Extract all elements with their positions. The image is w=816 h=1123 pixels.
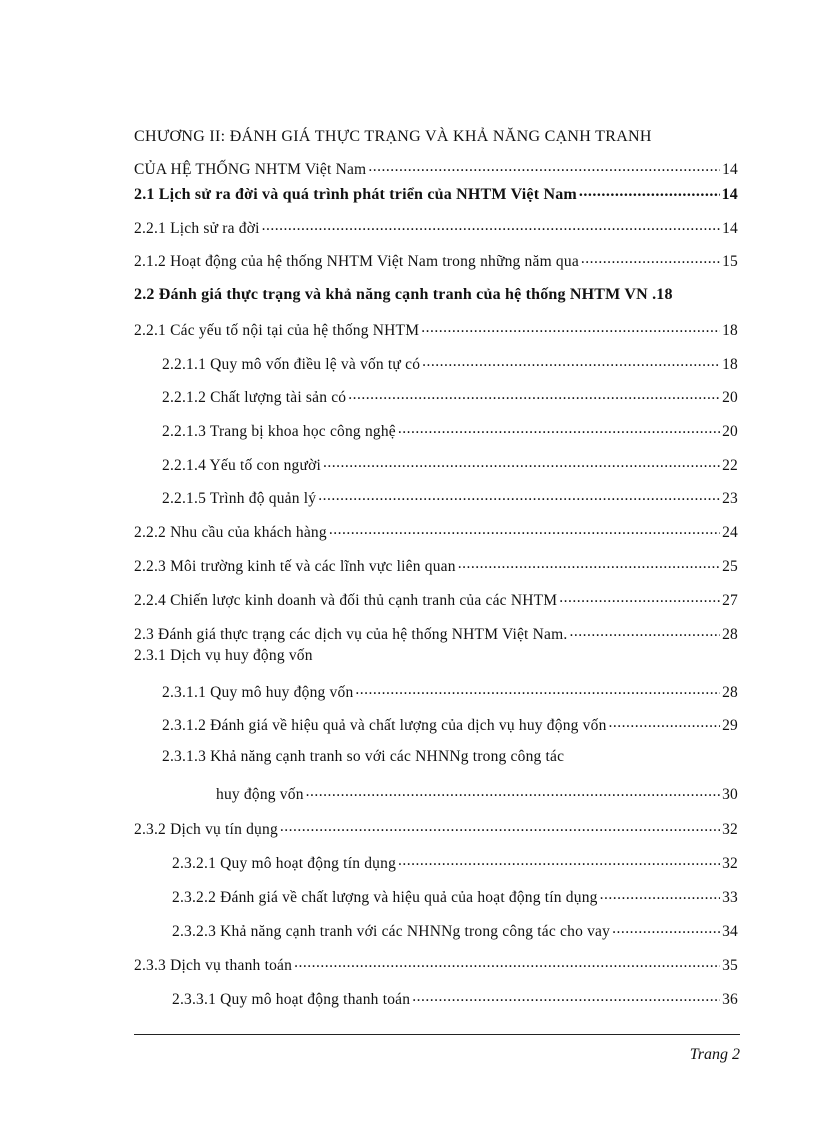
toc-entry-label: 2.3.1 Dịch vụ huy động vốn bbox=[134, 647, 313, 664]
toc-entry-label: 2.2.2 Nhu cầu của khách hàng bbox=[134, 523, 327, 541]
dot-leader bbox=[294, 954, 720, 970]
toc-entry bbox=[134, 521, 738, 542]
toc-page-number: 28 bbox=[722, 683, 738, 701]
toc-page-number: 14 bbox=[722, 160, 738, 178]
toc-page-number: 18 bbox=[722, 355, 738, 373]
toc-entry bbox=[134, 623, 738, 644]
toc-entry-label: 2.1.2 Hoạt động của hệ thống NHTM Việt Nam trong những năm qua bbox=[134, 252, 579, 270]
toc-entry bbox=[134, 589, 738, 610]
dot-leader bbox=[458, 555, 720, 571]
toc-page-number: 15 bbox=[722, 252, 738, 270]
toc-entry-label: 2.2.3 Môi trường kinh tế và các lĩnh vực liên quan bbox=[134, 557, 456, 575]
toc-page-number: 36 bbox=[722, 990, 738, 1008]
toc-entry-label: 2.2.1.1 Quy mô vốn điều lệ và vốn tự có bbox=[162, 355, 421, 373]
dot-leader bbox=[398, 852, 720, 868]
dot-leader bbox=[422, 353, 720, 369]
dot-leader bbox=[398, 420, 720, 436]
dot-leader bbox=[318, 487, 720, 503]
dot-leader bbox=[581, 250, 720, 266]
dot-leader bbox=[355, 681, 720, 697]
toc-entry bbox=[162, 681, 738, 702]
toc-entry bbox=[134, 818, 738, 839]
toc-entry-label: 2.2 Đánh giá thực trạng và khả năng cạnh tranh của hệ thống NHTM VN . bbox=[134, 286, 657, 303]
toc-entry-label: 2.2.1 Các yếu tố nội tại của hệ thống NHTM bbox=[134, 321, 420, 339]
toc-entry bbox=[134, 286, 738, 304]
toc-page-number: 20 bbox=[722, 422, 738, 440]
toc-entry-chapter bbox=[134, 158, 738, 179]
toc-entry bbox=[134, 217, 738, 238]
toc-entry bbox=[172, 886, 738, 907]
toc-page-number: 27 bbox=[722, 591, 738, 609]
toc-entry-label: 2.3.1.1 Quy mô huy động vốn bbox=[162, 683, 354, 701]
toc-entry-label: 2.3.3.1 Quy mô hoạt động thanh toán bbox=[172, 990, 411, 1008]
footer-divider bbox=[134, 1034, 740, 1035]
dot-leader bbox=[323, 454, 720, 470]
toc-entry bbox=[134, 319, 738, 340]
dot-leader bbox=[368, 158, 720, 174]
toc-entry bbox=[162, 420, 738, 441]
dot-leader bbox=[600, 886, 720, 902]
toc-entry-label: 2.2.1.3 Trang bị khoa học công nghệ bbox=[162, 422, 396, 440]
toc-entry bbox=[162, 454, 738, 475]
toc-page-number: 34 bbox=[722, 922, 738, 940]
toc-page-number: 32 bbox=[722, 854, 738, 872]
toc-entry-label: 2.3.2 Dịch vụ tín dụng bbox=[134, 820, 278, 838]
toc-page-number: 14 bbox=[722, 219, 738, 237]
toc-page-number: 20 bbox=[722, 388, 738, 406]
toc-page-number: 33 bbox=[722, 888, 738, 906]
toc-entry-label: 2.2.1.5 Trình độ quản lý bbox=[162, 489, 317, 507]
dot-leader bbox=[262, 217, 720, 233]
footer-page-label: Trang 2 bbox=[689, 1046, 740, 1063]
toc-entry-label: 2.2.4 Chiến lược kinh doanh và đối thủ cạnh tranh của các NHTM bbox=[134, 591, 558, 609]
toc-entry bbox=[134, 555, 738, 576]
dot-leader bbox=[329, 521, 720, 537]
toc-page-number: 14 bbox=[721, 186, 738, 203]
toc-page-number: 28 bbox=[722, 625, 738, 643]
toc-page-number: 22 bbox=[722, 456, 738, 474]
dot-leader bbox=[421, 319, 720, 335]
dot-leader bbox=[280, 818, 720, 834]
toc-entry bbox=[134, 250, 738, 271]
toc-entry bbox=[162, 386, 738, 407]
toc-page-number: 32 bbox=[722, 820, 738, 838]
toc-entry-label: 2.3 Đánh giá thực trạng các dịch vụ của hệ thống NHTM Việt Nam. bbox=[134, 625, 568, 643]
toc-entry-label: 2.3.2.2 Đánh giá về chất lượng và hiệu quả của hoạt động tín dụng bbox=[172, 888, 598, 906]
toc-entry bbox=[134, 954, 738, 975]
toc-entry bbox=[216, 783, 738, 804]
toc-entry-label: 2.2.1 Lịch sử ra đời bbox=[134, 219, 260, 237]
dot-leader bbox=[612, 920, 720, 936]
dot-leader bbox=[609, 714, 721, 730]
toc-entry-label: 2.3.3 Dịch vụ thanh toán bbox=[134, 956, 293, 974]
dot-leader bbox=[569, 623, 720, 639]
toc-entry-label: huy động vốn bbox=[216, 785, 304, 803]
toc-page-number: 25 bbox=[722, 557, 738, 575]
toc-entry bbox=[172, 920, 738, 941]
toc-entry bbox=[162, 714, 738, 735]
toc-entry bbox=[172, 988, 738, 1009]
toc-page-number: 18 bbox=[656, 286, 673, 303]
toc-entry-label: 2.3.2.3 Khả năng cạnh tranh với các NHNNg trong công tác cho vay bbox=[172, 922, 611, 940]
toc-entry bbox=[162, 353, 738, 374]
chapter-title-line1: CHƯƠNG II: ĐÁNH GIÁ THỰC TRẠNG VÀ KHẢ NĂNG CẠNH TRANH bbox=[134, 128, 652, 145]
toc-entry-label: 2.3.1.2 Đánh giá về hiệu quả và chất lượng của dịch vụ huy động vốn bbox=[162, 716, 607, 734]
toc-entry-label: 2.3.2.1 Quy mô hoạt động tín dụng bbox=[172, 854, 397, 872]
toc-page-number: 29 bbox=[722, 716, 738, 734]
dot-leader bbox=[559, 589, 720, 605]
toc-entry-label: 2.2.1.2 Chất lượng tài sản có bbox=[162, 388, 347, 406]
toc-entry bbox=[134, 183, 738, 204]
toc-page-number: 24 bbox=[722, 523, 738, 541]
dot-leader bbox=[579, 183, 720, 199]
toc-page-number: 35 bbox=[722, 956, 738, 974]
toc-entry-label: 2.2.1.4 Yếu tố con người bbox=[162, 456, 322, 474]
dot-leader bbox=[306, 783, 720, 799]
toc-page-number: 23 bbox=[722, 489, 738, 507]
toc-entry bbox=[172, 852, 738, 873]
toc-entry bbox=[162, 487, 738, 508]
toc-page-number: 18 bbox=[722, 321, 738, 339]
toc-entry-label: CỦA HỆ THỐNG NHTM Việt Nam bbox=[134, 160, 367, 178]
toc-page-number: 30 bbox=[722, 785, 738, 803]
dot-leader bbox=[348, 386, 720, 402]
dot-leader bbox=[412, 988, 720, 1004]
toc-entry-label: 2.1 Lịch sử ra đời và quá trình phát triển của NHTM Việt Nam bbox=[134, 186, 577, 203]
toc-entry-label: 2.3.1.3 Khả năng cạnh tranh so với các NHNNg trong công tác bbox=[162, 748, 565, 765]
